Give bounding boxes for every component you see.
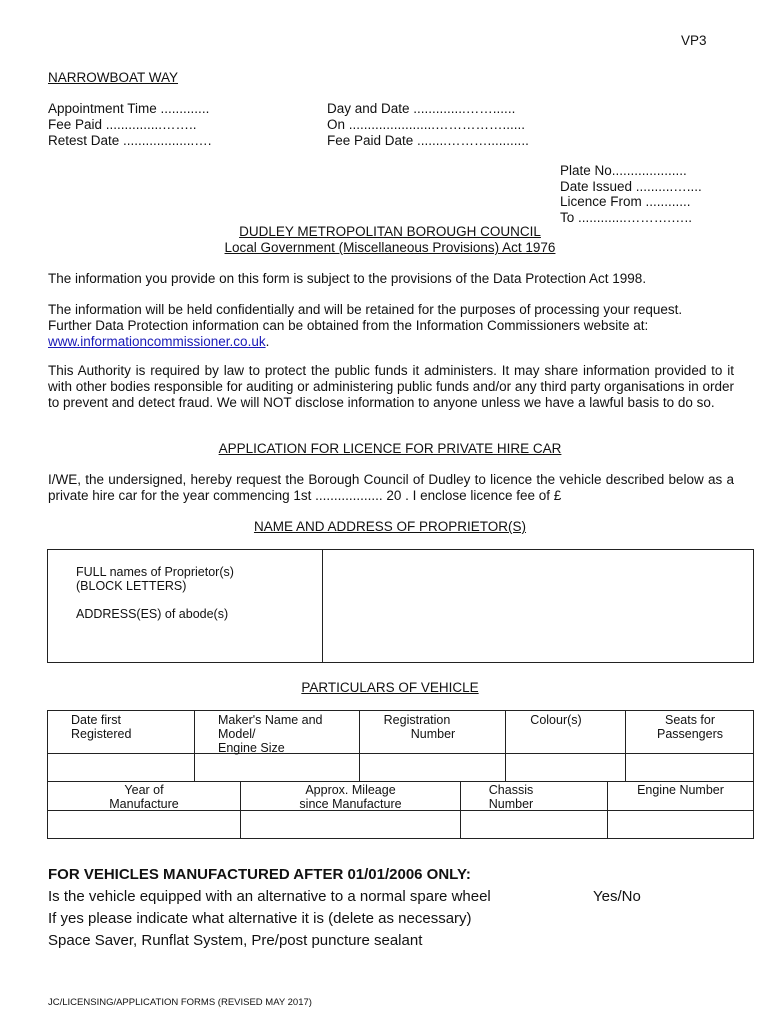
fee-paid-date: Fee Paid Date ........………........... — [327, 133, 529, 148]
office-left-fields — [48, 101, 212, 149]
plate-fields — [560, 163, 702, 225]
date-first-registered-field[interactable] — [48, 754, 193, 780]
date-first-registered-header: Date first Registered — [71, 713, 132, 741]
registration-number-header: Registration Number — [383, 713, 456, 741]
privacy-p1: The information you provide on this form is subject to the provisions of the Data Protection Act 1998. — [48, 271, 647, 286]
privacy-p3: This Authority is required by law to protect the public funds it administers. It may share information provided to it with other bodies responsible for auditing or administering public funds and/or any third party organisations in order to prevent and detect fraud. We will NOT disclose information to anyone unless we have a lawful basis to do so. — [48, 363, 734, 410]
ico-website-link[interactable]: www.informationcommissioner.co.uk — [48, 334, 266, 349]
fee-paid: Fee Paid ...............…….. — [48, 117, 197, 132]
retest-date: Retest Date ...................…. — [48, 133, 212, 148]
yes-no-option[interactable]: Yes/No — [593, 888, 641, 905]
appointment-time: Appointment Time ............. — [48, 101, 210, 116]
approx-mileage-header: Approx. Mileage since Manufacture — [299, 783, 402, 811]
colour-header: Colour(s) — [530, 713, 582, 727]
on-date: On .......................……………...... — [327, 117, 526, 132]
office-title: NARROWBOAT WAY — [48, 70, 179, 85]
proprietor-labels — [76, 565, 234, 621]
seats-header: Seats for Passengers — [656, 713, 723, 741]
spare-wheel-heading: FOR VEHICLES MANUFACTURED AFTER 01/01/2006 ONLY: — [48, 866, 471, 883]
seats-field[interactable] — [626, 754, 753, 780]
vehicle-heading: PARTICULARS OF VEHICLE — [301, 680, 479, 695]
footer-reference: JC/LICENSING/APPLICATION FORMS (REVISED MAY 2017) — [48, 997, 312, 1008]
address-label: ADDRESS(ES) of abode(s) — [76, 607, 229, 621]
engine-number-header: Engine Number — [637, 783, 724, 797]
application-declaration: I/WE, the undersigned, hereby request the Borough Council of Dudley to licence the vehicle described below as a private hire car for the year commencing 1st .................. 20 . I enclose licence fee of £ — [48, 472, 734, 503]
spare-wheel-options[interactable]: Space Saver, Runflat System, Pre/post puncture sealant — [48, 932, 423, 949]
approx-mileage-field[interactable] — [241, 811, 459, 838]
chassis-number-header: Chassis Number — [488, 783, 534, 811]
day-and-date: Day and Date ..............……...... — [327, 101, 516, 116]
engine-number-field[interactable] — [608, 811, 753, 838]
council-name: DUDLEY METROPOLITAN BOROUGH COUNCIL — [239, 224, 541, 239]
spare-wheel-question: Is the vehicle equipped with an alternative to a normal spare wheel — [48, 888, 491, 905]
office-right-fields — [327, 101, 529, 149]
licence-to: To .............……….….. — [560, 209, 693, 225]
block-letters-label: (BLOCK LETTERS) — [76, 579, 187, 593]
privacy-p2-line1: The information will be held confidentially and will be retained for the purposes of processing your request. — [48, 302, 683, 317]
licence-from: Licence From ............ — [560, 194, 691, 209]
proprietor-divider — [322, 549, 323, 663]
council-act: Local Government (Miscellaneous Provisions) Act 1976 — [224, 240, 556, 255]
chassis-number-field[interactable] — [461, 811, 606, 838]
year-of-manufacture-header: Year of Manufacture — [109, 783, 179, 811]
form-code: VP3 — [681, 33, 707, 48]
registration-number-field[interactable] — [360, 754, 504, 780]
date-issued: Date Issued ..........….... — [560, 178, 702, 194]
plate-no: Plate No.................... — [560, 163, 687, 178]
maker-model-field[interactable] — [195, 754, 358, 780]
proprietor-heading: NAME AND ADDRESS OF PROPRIETOR(S) — [253, 519, 527, 534]
privacy-p2-end: . — [265, 334, 270, 349]
vehicle-row-divider-2 — [47, 781, 754, 782]
year-of-manufacture-field[interactable] — [48, 811, 239, 838]
privacy-p2 — [48, 302, 734, 350]
spare-wheel-if-yes: If yes please indicate what alternative it is (delete as necessary) — [48, 910, 472, 927]
colour-field[interactable] — [506, 754, 624, 780]
proprietor-entry-field[interactable] — [324, 551, 752, 661]
maker-model-header: Maker's Name and Model/ Engine Size — [218, 713, 323, 755]
application-heading: APPLICATION FOR LICENCE FOR PRIVATE HIRE CAR — [218, 441, 562, 456]
full-names-label: FULL names of Proprietor(s) — [76, 565, 234, 579]
privacy-p2-line2: Further Data Protection information can be obtained from the Information Commissioners website at: — [48, 318, 649, 333]
